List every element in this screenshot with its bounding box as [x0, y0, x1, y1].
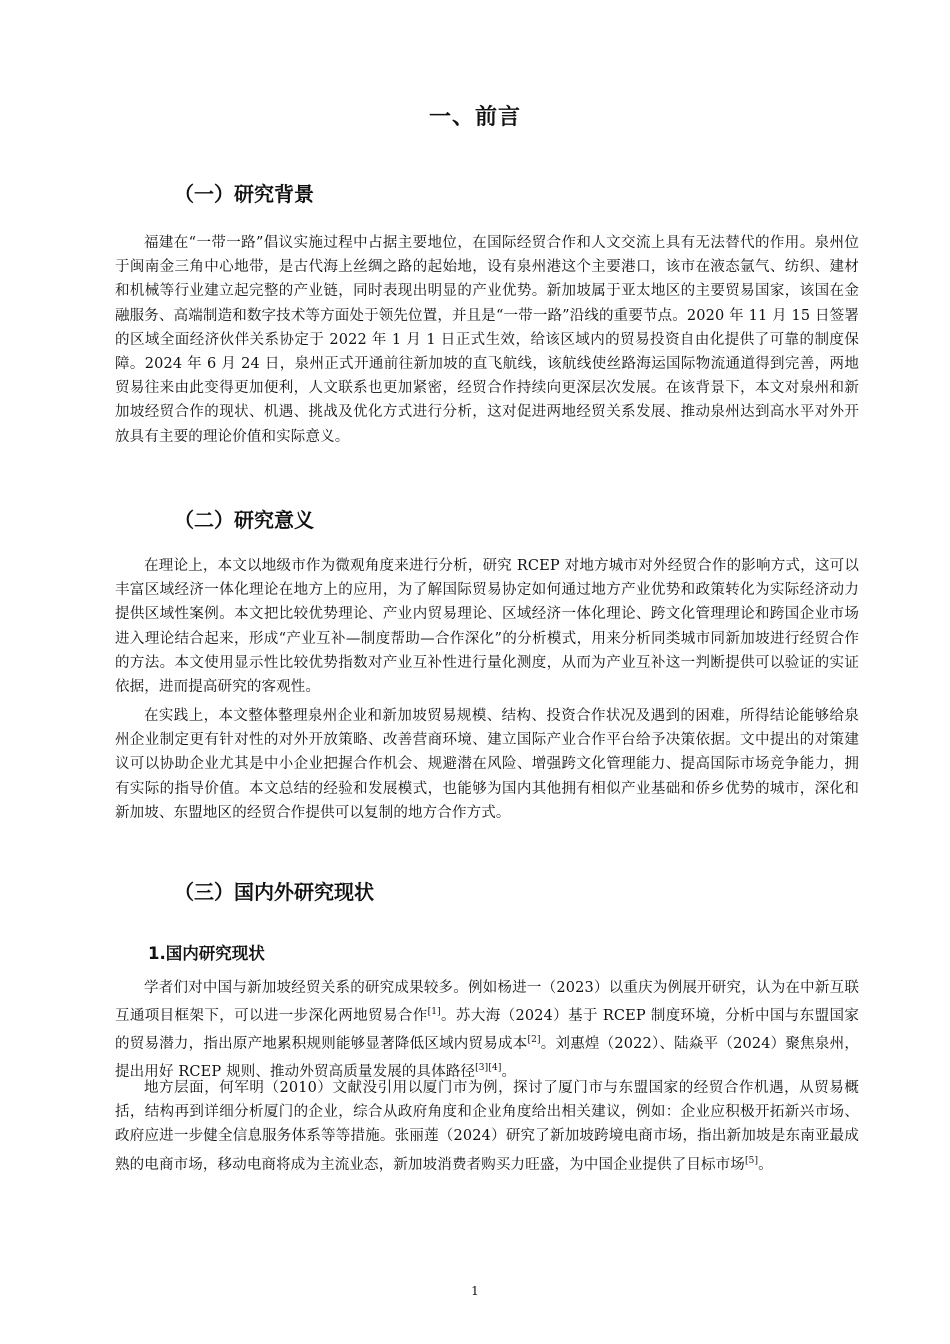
paragraph-domestic-studies: [115, 976, 859, 1084]
page-title: 一、前言: [428, 105, 521, 130]
paragraph-text: 。: [758, 1156, 773, 1173]
citation-ref: [3][4]: [475, 1063, 502, 1074]
paragraph-theory: 在理论上，本文以地级市作为微观角度来进行分析，研究 RCEP 对地方城市对外经贸合作的影响方式，这可以丰富区域经济一体化理论在地方上的应用，为了解国际贸易协定如何通过地方产业优势和政策转化为实际经济动力提供区域性案例。本文把比较优势理论、产业内贸易理论、区域经济一体化理论、跨文化管理理论和跨国企业市场进入理论结合起来，形成“产业互补—制度帮助—合作深化”的分析模式，用来分析同类城市同新加坡进行经贸合作的方法。本文使用显示性比较优势指数对产业互补性进行量化测度，从而为产业互补这一判断提供可以验证的实证依据，进而提高研究的客观性。: [115, 558, 859, 696]
paragraph-text: 。: [501, 1064, 517, 1081]
section-heading-significance: （二）研究意义: [174, 508, 314, 532]
paragraph-background: 福建在“一带一路”倡议实施过程中占据主要地位，在国际经贸合作和人文交流上具有无法替代的作用。泉州位于闽南金三角中心地带，是古代海上丝绸之路的起始地，设有泉州港这个主要港口，该市在液态氩气、纺织、建材和机械等行业建立起完整的产业链，同时表现出明显的产业优势。新加坡属于亚太地区的主要贸易国家，该国在金融服务、高端制造和数字技术等方面处于领先位置，并且是“一带一路”沿线的重要节点。2020 年 11 月 15 日签署的区域全面经济伙伴关系协定于 2022 年 1 月 1 日正式生效，给该区域内的贸易投资自由化提供了可靠的制度保障。2024 年 6 月 24 日，泉州正式开通前往新加坡的直飞航线，该航线使丝路海运国际物流通道得到完善，两地贸易往来由此变得更加便利，人文联系也更加紧密，经贸合作持续向更深层次发展。在该背景下，本文对泉州和新加坡经贸合作的现状、机遇、挑战及优化方式进行分析，这对促进两地经贸关系发展、推动泉州达到高水平对外开放具有主要的理论价值和实际意义。: [115, 235, 859, 445]
citation-ref: [5]: [744, 1155, 759, 1166]
paragraph-practice: 在实践上，本文整体整理泉州企业和新加坡贸易规模、结构、投资合作状况及遇到的困难，所得结论能够给泉州企业制定更有针对性的对外开放策略、改善营商环境、建立国际产业合作平台给予决策依据。文中提出的对策建议可以协助企业尤其是中小企业把握合作机会、规避潜在风险、增强跨文化管理能力、提高国际市场竞争能力，拥有实际的指导价值。本文总结的经验和发展模式，也能够为国内其他拥有相似产业基础和侨乡优势的城市，深化和新加坡、东盟地区的经贸合作提供可以复制的地方合作方式。: [115, 708, 859, 821]
citation-ref: [2]: [527, 1035, 541, 1046]
paragraph-text: 地方层面，何军明（2010）文献没引用以厦门市为例，探讨了厦门市与东盟国家的经贸合作机遇，从贸易概括，结构再到详细分析厦门的企业，综合从政府角度和企业角度给出相关建议，例如：企业应积极开拓新兴市场、政府应进一步健全信息服务体系等等措施。张丽莲（2024）研究了新加坡跨境电商市场，指出新加坡是东南亚最成熟的电商市场，移动电商将成为主流业态，新加坡消费者购买力旺盛，为中国企业提供了目标市场: [115, 1080, 859, 1173]
paragraph-text: 。刘惠煌（2022）、陆焱平（2024）聚焦泉州，提出用好 RCEP 规则、推动外贸高质量发展的具体路径: [115, 1036, 859, 1081]
paragraph-text: 。苏大海（2024）基于 RCEP 制度环境，分析中国与东盟国家的贸易潜力，指出原产地累积规则能够显著降低区域内贸易成本: [115, 1008, 859, 1053]
section-heading-background: （一）研究背景: [174, 182, 314, 206]
paragraph-local-studies: [115, 1076, 859, 1177]
paragraph-text: 学者们对中国与新加坡经贸关系的研究成果较多。例如杨进一（2023）以重庆为例展开研究，认为在中新互联互通项目框架下，可以进一步深化两地贸易合作: [115, 980, 859, 1025]
page-number: 1: [471, 1284, 479, 1298]
section-heading-research-status: （三）国内外研究现状: [174, 880, 374, 904]
subsection-heading-domestic: 1.国内研究现状: [148, 944, 265, 963]
citation-ref: [1]: [427, 1007, 441, 1018]
